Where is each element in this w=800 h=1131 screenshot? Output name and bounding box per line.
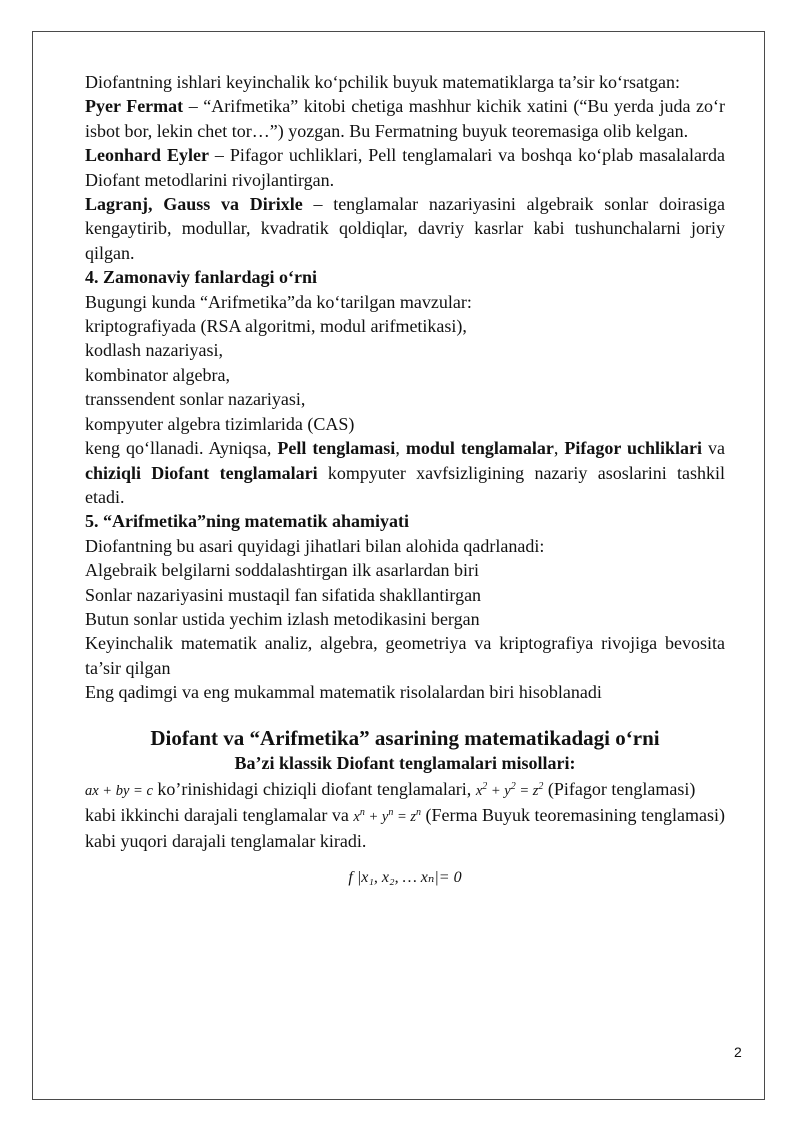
document-body xyxy=(85,70,725,890)
section-4-line: kriptografiyada (RSA algoritmi, modul arifmetikasi), xyxy=(85,316,467,337)
section-4-intro: Bugungi kunda “Arifmetika”da ko‘tarilgan mavzular: xyxy=(85,291,472,312)
section-5-line: Eng qadimgi va eng mukammal matematik risolalardan biri hisoblanadi xyxy=(85,682,602,703)
section-4-line: transsendent sonlar nazariyasi, xyxy=(85,389,306,410)
examples-text: (Ferma Buyuk teoremasining tenglamasi) kabi yuqori darajali tenglamalar kiradi. xyxy=(85,804,725,852)
term-pell: Pell tenglamasi xyxy=(277,438,396,459)
section-5-line: Algebraik belgilarni soddalashtirgan ilk asarlardan biri xyxy=(85,560,480,581)
section-5-line: Keyinchalik matematik analiz, algebra, geometriya va kriptografiya rivojiga bevosita ta’sir qilgan xyxy=(85,633,725,678)
closing-text: kompyuter xavfsizligining nazariy asoslarini tashkil etadi. xyxy=(85,462,726,507)
general-formula: f |x₁, x₂, … xₙ|= 0 xyxy=(348,868,462,886)
section-5-line: Sonlar nazariyasini mustaqil fan sifatida shakllantirgan xyxy=(85,584,482,605)
lagrange-text: – tenglamalar nazariyasini algebraik sonlar doirasiga kengaytirib, modullar, kvadratik qoldiqlar, davriy kasrlar kabi tushunchalarni joriy qilgan. xyxy=(85,194,725,263)
examples-paragraph xyxy=(85,777,725,854)
term-modular: modul tenglamalar xyxy=(405,438,554,459)
examples-text: ko’rinishidagi chiziqli diofant tenglamalari, xyxy=(152,778,476,799)
name-euler: Leonhard Eyler xyxy=(85,145,209,166)
euler-text: – Pifagor uchliklari, Pell tenglamalari va boshqa ko‘plab masalalarda Diofant metodlarini rivojlantirgan. xyxy=(85,145,725,190)
section-5-intro: Diofantning bu asari quyidagi jihatlari bilan alohida qadrlanadi: xyxy=(85,535,545,556)
section-4-line: kombinator algebra, xyxy=(85,364,230,385)
fermat-text: – “Arifmetika” kitobi chetiga mashhur kichik xatini (“Bu yerda juda zo‘r isbot bor, lekin chet tor…”) yozgan. Bu Fermatning buyuk teoremasiga olib kelgan. xyxy=(85,96,725,141)
closing-text: va xyxy=(702,438,726,459)
term-pythagorean: Pifagor uchliklari xyxy=(564,438,703,459)
page-number: 2 xyxy=(734,1044,742,1060)
closing-text: , xyxy=(553,438,565,459)
equation-linear: ax + by = c xyxy=(85,782,153,799)
paragraph-euler xyxy=(85,143,725,192)
section-subtitle: Ba’zi klassik Diofant tenglamalari misollari: xyxy=(234,752,576,773)
section-5-line: Butun sonlar ustida yechim izlash metodikasini bergan xyxy=(85,608,480,629)
paragraph-lagrange xyxy=(85,192,725,265)
name-fermat: Pyer Fermat xyxy=(85,96,184,117)
name-lagrange: Lagranj, Gauss va Dirixle xyxy=(85,194,303,215)
section-4-closing xyxy=(85,436,725,509)
term-linear-diophantine: chiziqli Diofant tenglamalari xyxy=(85,462,318,483)
closing-text: keng qo‘llanadi. Ayniqsa, xyxy=(85,438,278,459)
equation-pythagorean: $x^2 + y^2 = z^2$ xyxy=(475,780,544,799)
section-5-heading: 5. “Arifmetika”ning matematik ahamiyati xyxy=(85,511,409,532)
paragraph-intro: Diofantning ishlari keyinchalik ko‘pchilik buyuk matematiklarga ta’sir ko‘rsatgan: xyxy=(85,72,681,92)
section-4-line: kodlash nazariyasi, xyxy=(85,340,223,361)
section-4-heading: 4. Zamonaviy fanlardagi o‘rni xyxy=(85,267,318,288)
paragraph-fermat xyxy=(85,94,725,143)
section-4-line: kompyuter algebra tizimlarida (CAS) xyxy=(85,413,355,434)
equation-fermat: $x^n + y^n = z^n$ xyxy=(353,807,422,825)
section-title: Diofant va “Arifmetika” asarining matematikadagi o‘rni xyxy=(150,725,660,750)
examples-text: (Pifagor tenglamasi) kabi ikkinchi darajali tenglamalar va xyxy=(85,778,696,825)
closing-text: , xyxy=(395,438,406,459)
